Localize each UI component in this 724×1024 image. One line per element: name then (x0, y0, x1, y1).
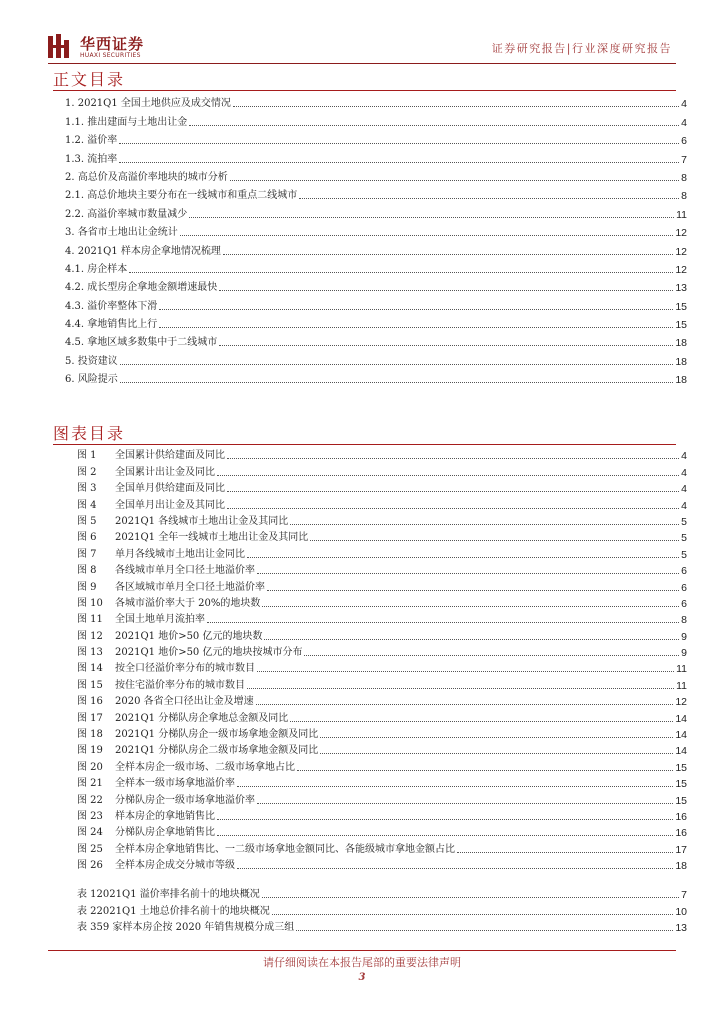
figure-entry[interactable] (77, 757, 687, 773)
toc-entry[interactable] (65, 349, 687, 367)
figure-entry[interactable] (77, 790, 687, 806)
entry-number: 表 1 (77, 888, 97, 900)
toc-entry[interactable] (65, 313, 687, 331)
entry-page: 15 (675, 300, 687, 313)
dot-leader (159, 327, 673, 328)
entry-title: 59 家样本房企按 2020 年销售规模分成三组 (96, 922, 295, 934)
dot-leader (230, 180, 679, 181)
legal-notice: 请仔细阅读在本报告尾部的重要法律声明 (263, 956, 461, 969)
contents-title: 正文目录 (53, 70, 126, 89)
dot-leader (217, 835, 673, 836)
entry-title: 全样本房企成交分城市等级 (115, 860, 235, 872)
dot-leader (257, 671, 674, 672)
dot-leader (223, 254, 673, 255)
entry-number: 图 4 (77, 499, 97, 511)
page-number: 3 (358, 972, 366, 983)
entry-page: 4 (681, 499, 687, 512)
entry-title: 2021Q1 分梯队房企二级市场拿地金额及同比 (115, 745, 319, 757)
dot-leader (299, 198, 679, 199)
entry-title: 2021Q1 全年一线城市土地出让金及其同比 (115, 532, 309, 544)
figure-entry[interactable] (77, 446, 687, 462)
entry-page: 18 (675, 355, 687, 368)
figure-entry[interactable] (77, 856, 687, 872)
header-divider (48, 63, 676, 64)
entry-page: 6 (681, 581, 687, 594)
figure-entry[interactable] (77, 626, 687, 642)
entry-page: 6 (681, 597, 687, 610)
dot-leader (119, 143, 679, 144)
entry-title: 4.3. 溢价率整体下滑 (65, 300, 158, 312)
entry-title: 样本房企的拿地销售比 (115, 810, 215, 822)
entry-page: 8 (681, 614, 687, 627)
dot-leader (217, 475, 679, 476)
entry-number: 图 14 (77, 663, 103, 675)
figure-entry[interactable] (77, 708, 687, 724)
entry-number: 图 10 (77, 597, 103, 609)
dot-leader (310, 540, 679, 541)
entry-page: 10 (675, 905, 687, 918)
entry-page: 16 (675, 827, 687, 840)
entry-title: 各城市溢价率大于 20%的地块数 (115, 597, 261, 609)
entry-page: 15 (675, 794, 687, 807)
entry-page: 14 (675, 745, 687, 758)
dot-leader (237, 868, 673, 869)
figure-entry[interactable] (77, 741, 687, 757)
figure-entry[interactable] (77, 823, 687, 839)
dot-leader (267, 590, 679, 591)
entry-page: 15 (675, 761, 687, 774)
entry-number: 表 3 (77, 922, 97, 934)
entry-page: 12 (675, 263, 687, 276)
toc-entry[interactable] (65, 147, 687, 165)
tables-list (77, 884, 687, 934)
dot-leader (120, 364, 674, 365)
entry-title: 1.2. 溢价率 (65, 135, 118, 147)
entry-title: 按全口径溢价率分布的城市数目 (115, 663, 255, 675)
figures-title: 图表目录 (53, 424, 126, 443)
entry-page: 5 (681, 548, 687, 561)
entry-title: 全样本一级市场拿地溢价率 (115, 778, 235, 790)
dot-leader (320, 753, 673, 754)
huaxi-logo-icon (48, 34, 70, 58)
dot-leader (233, 106, 679, 107)
entry-number: 图 8 (77, 565, 97, 577)
entry-page: 6 (681, 565, 687, 578)
dot-leader (189, 217, 674, 218)
dot-leader (297, 770, 673, 771)
dot-leader (237, 786, 673, 787)
dot-leader (262, 606, 679, 607)
toc-entry[interactable] (65, 331, 687, 349)
entry-page: 18 (675, 860, 687, 873)
dot-leader (180, 235, 674, 236)
entry-number: 图 23 (77, 810, 103, 822)
entry-page: 12 (675, 227, 687, 240)
entry-number: 图 19 (77, 745, 103, 757)
entry-number: 图 9 (77, 581, 97, 593)
toc-entry[interactable] (65, 239, 687, 257)
toc-entry[interactable] (65, 368, 687, 386)
entry-title: 各区域城市单月全口径土地溢价率 (115, 581, 265, 593)
entry-title: 全国土地单月流拍率 (115, 614, 205, 626)
entry-page: 6 (681, 135, 687, 148)
entry-title: 2021Q1 土地总价排名前十的地块概况 (96, 905, 270, 917)
entry-page: 7 (681, 153, 687, 166)
entry-number: 图 21 (77, 778, 103, 790)
entry-title: 全国单月出让金及其同比 (115, 499, 225, 511)
dot-leader (296, 930, 673, 931)
entry-title: 2021Q1 分梯队房企一级市场拿地金额及同比 (115, 729, 319, 741)
entry-title: 4.1. 房企样本 (65, 263, 128, 275)
entry-title: 2021Q1 分梯队房企拿地总金额及同比 (115, 712, 289, 724)
contents-list (65, 92, 687, 386)
entry-number: 图 5 (77, 515, 97, 527)
figure-entry[interactable] (77, 643, 687, 659)
entry-title: 4. 2021Q1 样本房企拿地情况梳理 (65, 245, 221, 257)
entry-title: 全样本房企拿地销售比、一二级市场拿地金额同比、各能级城市拿地金额占比 (115, 843, 455, 855)
toc-entry[interactable] (65, 184, 687, 202)
entry-page: 11 (676, 208, 687, 221)
entry-page: 11 (676, 663, 687, 676)
toc-entry[interactable] (65, 294, 687, 312)
dot-leader (262, 897, 679, 898)
entry-title: 2021Q1 地价>50 亿元的地块按城市分布 (115, 647, 303, 659)
entry-page: 15 (675, 319, 687, 332)
figure-entry[interactable] (77, 495, 687, 511)
figure-entry[interactable] (77, 725, 687, 741)
toc-entry[interactable] (65, 129, 687, 147)
entry-page: 4 (681, 483, 687, 496)
figure-entry[interactable] (77, 839, 687, 855)
figure-entry[interactable] (77, 577, 687, 593)
dot-leader (257, 803, 673, 804)
entry-title: 1.1. 推出建面与土地出让金 (65, 116, 188, 128)
brand-name: 华西证券 (80, 35, 145, 53)
figure-entry[interactable] (77, 675, 687, 691)
dot-leader (320, 737, 673, 738)
entry-title: 1.3. 流拍率 (65, 153, 118, 165)
entry-title: 分梯队房企拿地销售比 (115, 827, 215, 839)
entry-number: 图 12 (77, 630, 103, 642)
entry-title: 全样本房企一级市场、二级市场拿地占比 (115, 761, 295, 773)
dot-leader (247, 557, 679, 558)
figure-entry[interactable] (77, 659, 687, 675)
entry-number: 图 20 (77, 761, 103, 773)
entry-title: 按住宅溢价率分布的城市数目 (115, 679, 245, 691)
toc-entry[interactable] (65, 92, 687, 110)
entry-page: 8 (681, 171, 687, 184)
dot-leader (264, 639, 679, 640)
toc-entry[interactable] (65, 166, 687, 184)
entry-page: 13 (675, 282, 687, 295)
dot-leader (120, 382, 674, 383)
report-type: 证券研究报告|行业深度研究报告 (491, 42, 672, 55)
entry-number: 图 1 (77, 450, 97, 462)
entry-title: 2021Q1 各线城市土地出让金及其同比 (115, 515, 289, 527)
table-entry[interactable] (77, 884, 687, 901)
figure-entry[interactable] (77, 512, 687, 528)
entry-page: 7 (681, 888, 687, 901)
entry-number: 图 3 (77, 483, 97, 495)
dot-leader (227, 508, 679, 509)
entry-title: 2.1. 高总价地块主要分布在一线城市和重点二线城市 (65, 190, 298, 202)
dot-leader (304, 655, 679, 656)
figure-entry[interactable] (77, 462, 687, 478)
toc-entry[interactable] (65, 221, 687, 239)
entry-title: 全国累计供给建面及同比 (115, 450, 225, 462)
entry-number: 图 25 (77, 843, 103, 855)
entry-title: 2020 各省全口径出让金及增速 (115, 696, 254, 708)
toc-entry[interactable] (65, 110, 687, 128)
entry-page: 18 (675, 337, 687, 350)
entry-page: 18 (675, 374, 687, 387)
entry-page: 16 (675, 810, 687, 823)
entry-number: 图 17 (77, 712, 103, 724)
figure-entry[interactable] (77, 479, 687, 495)
entry-page: 13 (675, 922, 687, 935)
entry-title: 2. 高总价及高溢价率地块的城市分析 (65, 171, 228, 183)
entry-number: 图 26 (77, 860, 103, 872)
entry-page: 4 (681, 116, 687, 129)
figure-entry[interactable] (77, 561, 687, 577)
figures-list (77, 446, 687, 872)
entry-number: 图 13 (77, 647, 103, 659)
entry-page: 4 (681, 450, 687, 463)
dot-leader (227, 458, 679, 459)
entry-title: 4.5. 拿地区域多数集中于二线城市 (65, 337, 218, 349)
entry-title: 全国累计出让金及同比 (115, 466, 215, 478)
figure-entry[interactable] (77, 774, 687, 790)
dot-leader (457, 852, 673, 853)
figure-entry[interactable] (77, 544, 687, 560)
entry-title: 全国单月供给建面及同比 (115, 483, 225, 495)
entry-page: 11 (676, 679, 687, 692)
entry-number: 图 18 (77, 729, 103, 741)
entry-number: 图 6 (77, 532, 97, 544)
dot-leader (247, 688, 674, 689)
page-header (0, 0, 724, 68)
figure-entry[interactable] (77, 807, 687, 823)
figure-entry[interactable] (77, 594, 687, 610)
entry-page: 17 (675, 843, 687, 856)
entry-page: 4 (681, 98, 687, 111)
footer-divider (48, 950, 676, 951)
dot-leader (272, 914, 674, 915)
entry-title: 分梯队房企一级市场拿地溢价率 (115, 794, 255, 806)
entry-number: 图 11 (77, 614, 103, 626)
entry-title: 3. 各省市土地出让金统计 (65, 227, 178, 239)
entry-page: 9 (681, 647, 687, 660)
figure-entry[interactable] (77, 692, 687, 708)
entry-page: 14 (675, 712, 687, 725)
table-entry[interactable] (77, 918, 687, 935)
entry-page: 14 (675, 729, 687, 742)
entry-number: 图 15 (77, 679, 103, 691)
entry-number: 图 24 (77, 827, 103, 839)
toc-entry[interactable] (65, 258, 687, 276)
entry-title: 1. 2021Q1 全国土地供应及成交情况 (65, 98, 231, 110)
entry-page: 4 (681, 466, 687, 479)
dot-leader (256, 704, 674, 705)
entry-number: 图 2 (77, 466, 97, 478)
figures-divider (53, 444, 676, 445)
contents-divider (53, 90, 676, 91)
dot-leader (217, 819, 673, 820)
dot-leader (219, 345, 673, 346)
entry-title: 2.2. 高溢价率城市数量减少 (65, 208, 188, 220)
entry-title: 6. 风险提示 (65, 374, 118, 386)
toc-entry[interactable] (65, 276, 687, 294)
dot-leader (290, 524, 679, 525)
entry-page: 8 (681, 190, 687, 203)
entry-title: 4.4. 拿地销售比上行 (65, 319, 158, 331)
entry-page: 5 (681, 532, 687, 545)
entry-number: 图 22 (77, 794, 103, 806)
dot-leader (189, 125, 679, 126)
dot-leader (129, 272, 673, 273)
figure-entry[interactable] (77, 528, 687, 544)
figure-entry[interactable] (77, 610, 687, 626)
dot-leader (119, 162, 679, 163)
dot-leader (207, 622, 679, 623)
entry-number: 图 16 (77, 696, 103, 708)
entry-title: 2021Q1 溢价率排名前十的地块概况 (96, 888, 260, 900)
entry-page: 15 (675, 778, 687, 791)
entry-number: 图 7 (77, 548, 97, 560)
toc-entry[interactable] (65, 202, 687, 220)
dot-leader (290, 721, 673, 722)
entry-title: 5. 投资建议 (65, 355, 118, 367)
entry-page: 12 (675, 245, 687, 258)
entry-page: 9 (681, 630, 687, 643)
entry-number: 表 2 (77, 905, 97, 917)
entry-page: 12 (675, 696, 687, 709)
table-entry[interactable] (77, 901, 687, 918)
entry-title: 2021Q1 地价>50 亿元的地块数 (115, 630, 263, 642)
entry-title: 单月各线城市土地出让金同比 (115, 548, 245, 560)
dot-leader (159, 309, 673, 310)
dot-leader (257, 573, 679, 574)
entry-title: 4.2. 成长型房企拿地金额增速最快 (65, 282, 218, 294)
dot-leader (219, 290, 673, 291)
entry-page: 5 (681, 515, 687, 528)
entry-title: 各线城市单月全口径土地溢价率 (115, 565, 255, 577)
dot-leader (227, 491, 679, 492)
brand-name-en: HUAXI SECURITIES (80, 52, 141, 59)
